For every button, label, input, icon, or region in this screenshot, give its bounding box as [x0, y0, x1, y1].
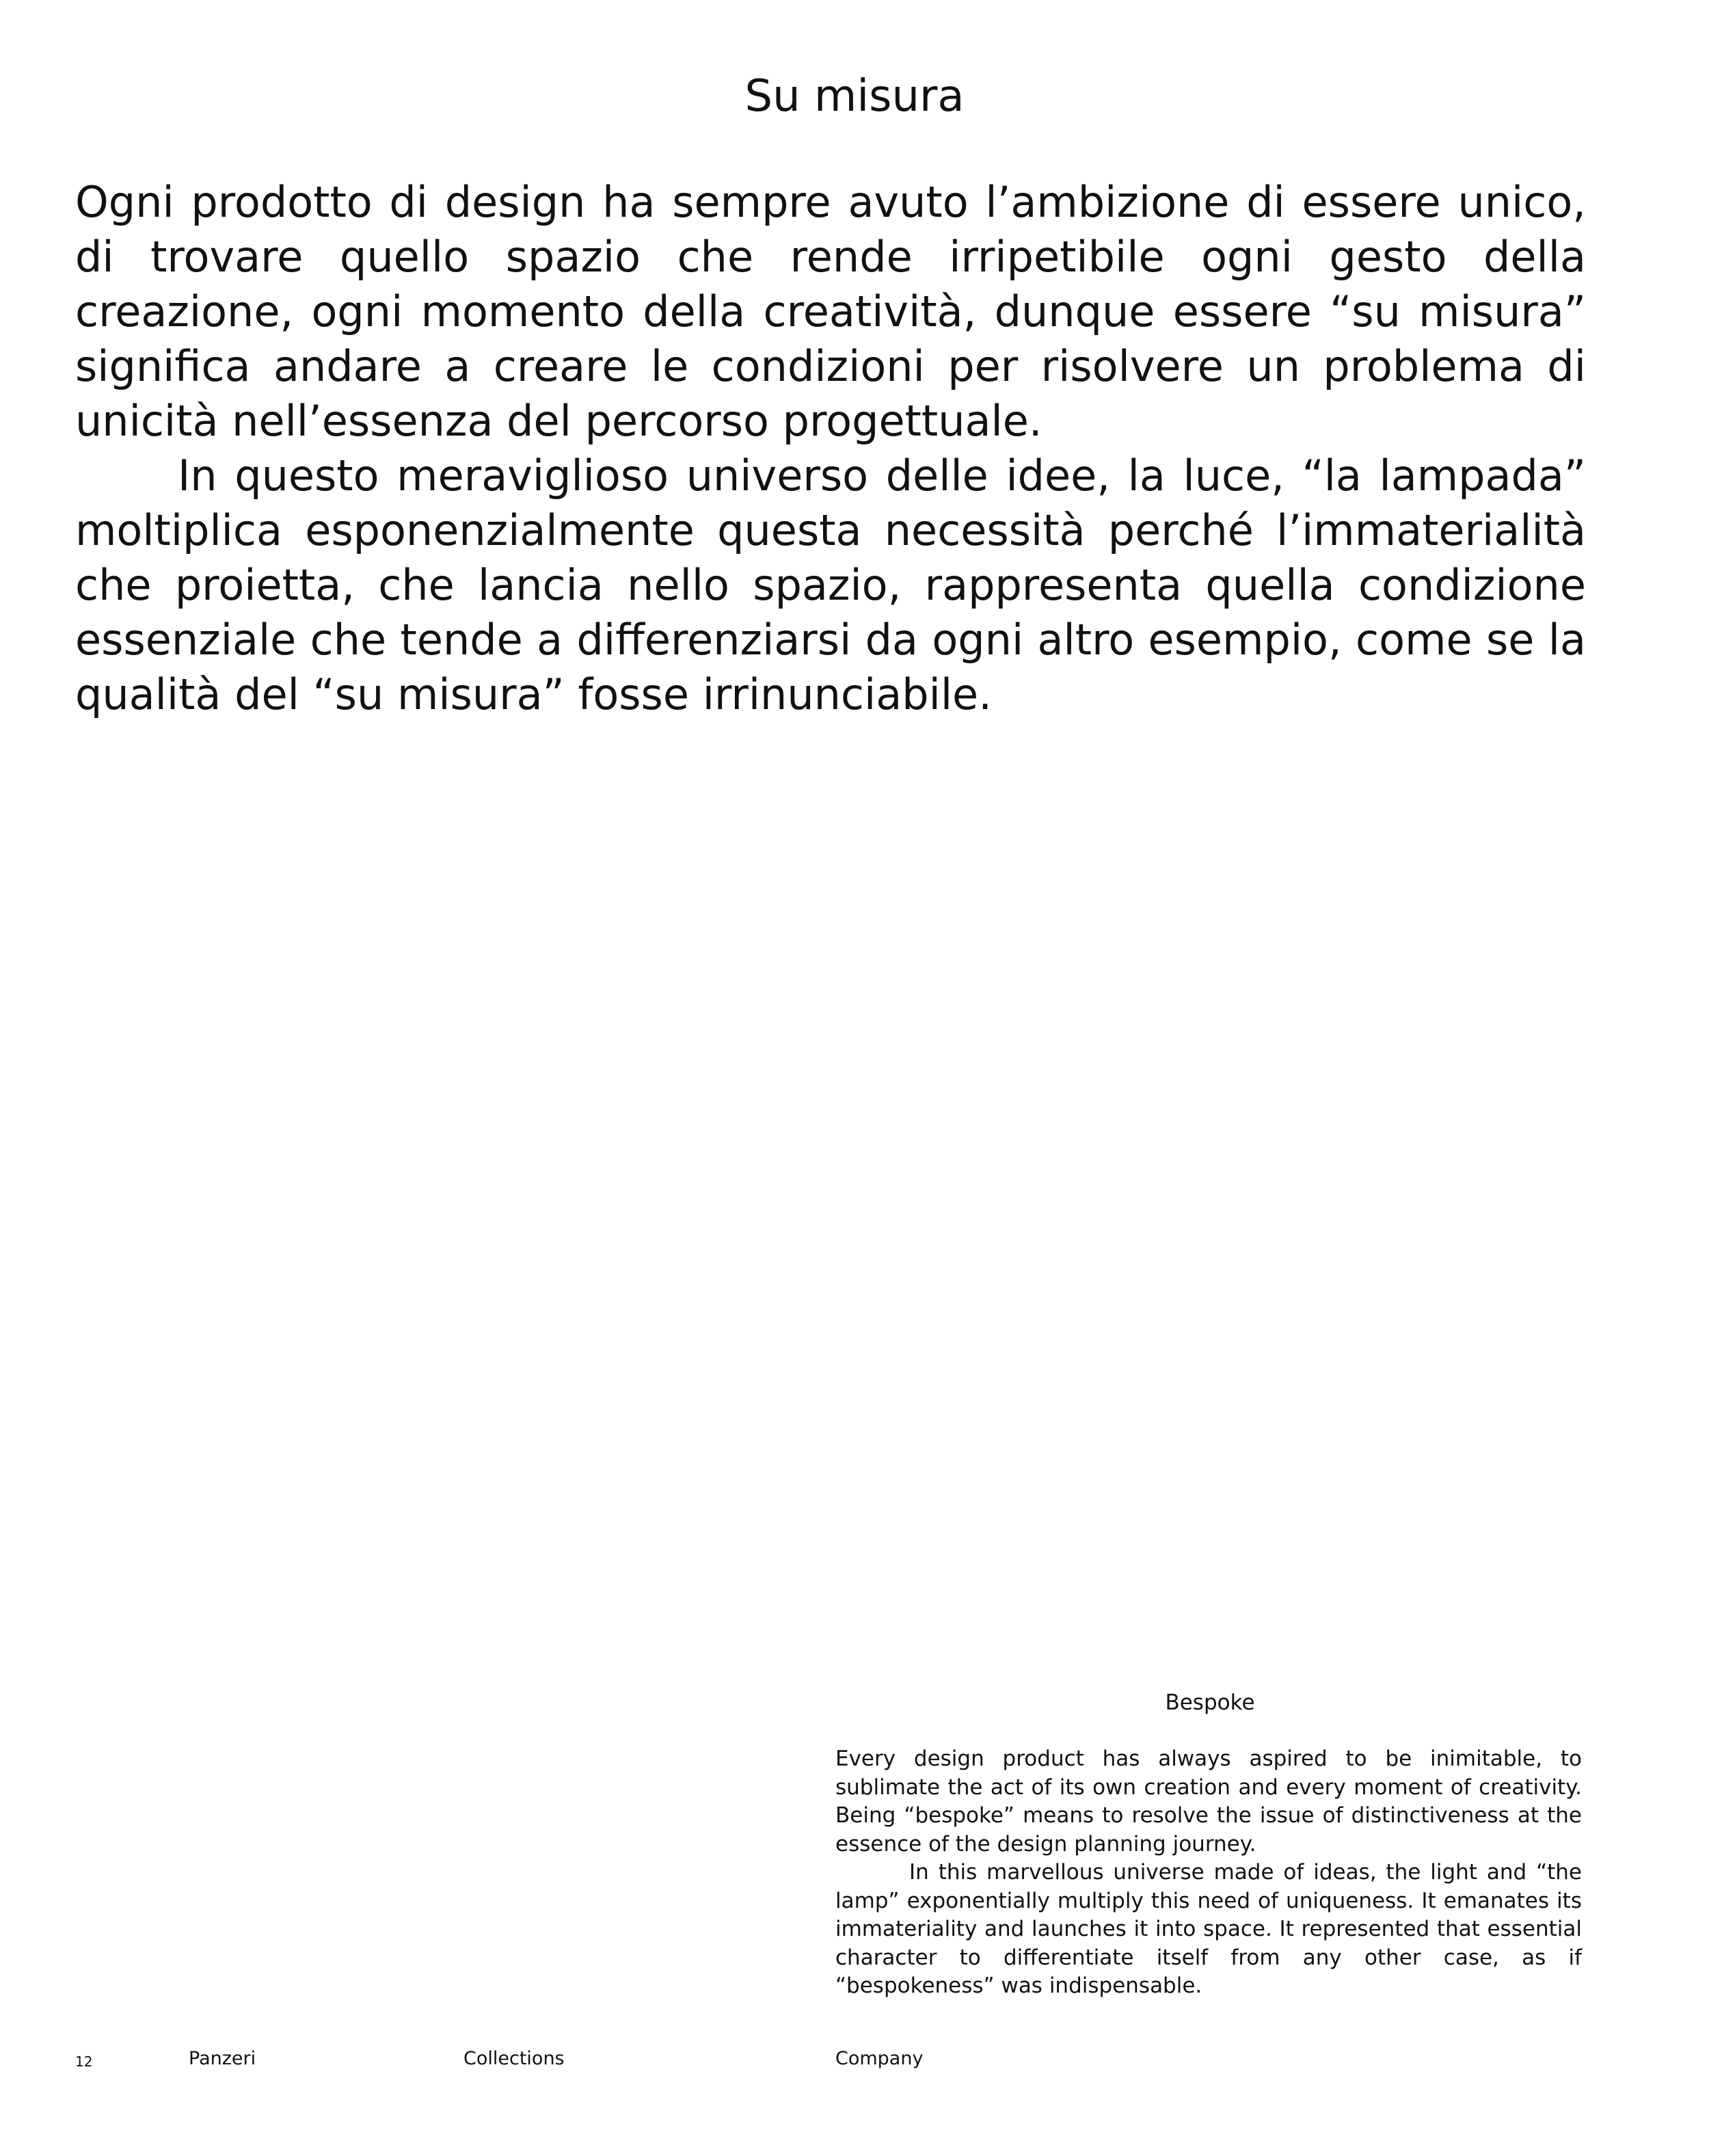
- italian-paragraph-1: Ogni prodotto di design ha sempre avuto l’ambizione di essere unico, di trovare quello spazio che rende irripetibile ogni gesto della creazione, ogni momento della creatività, dunque essere “su misura” significa andare a creare le condizioni per risolvere un problema di unicità nell’essenza del percorso progettuale.: [75, 177, 1586, 446]
- english-title: Bespoke: [1165, 1690, 1255, 1715]
- english-paragraph-2: In this marvellous universe made of ideas, the light and “the lamp” exponentially multiply this need of uniqueness. It emanates its immateriality and launches it into space. It represented that essential character to differentiate itself from any other case, as if “bespokeness” was indispensable.: [835, 1860, 1582, 1998]
- footer-company: Company: [835, 2048, 924, 2069]
- page-number: 12: [75, 2053, 93, 2070]
- english-body: [835, 1745, 1582, 2001]
- english-paragraph-1: Every design product has always aspired to be inimitable, to sublimate the act of its own creation and every moment of creativity. Being “bespoke” means to resolve the issue of distinctiveness at the essence of the design planning journey.: [835, 1746, 1582, 1856]
- italian-title: Su misura: [744, 71, 965, 122]
- footer-panzeri: Panzeri: [189, 2048, 256, 2069]
- italian-paragraph-2: In questo meraviglioso universo delle idee, la luce, “la lampada” moltiplica esponenzialmente questa necessità perché l’immaterialità che proietta, che lancia nello spazio, rappresenta quella condizione essenziale che tende a differenziarsi da ogni altro esempio, come se la qualità del “su misura” fosse irrinunciabile.: [75, 451, 1586, 719]
- italian-body: [75, 175, 1586, 722]
- footer-collections: Collections: [463, 2048, 565, 2069]
